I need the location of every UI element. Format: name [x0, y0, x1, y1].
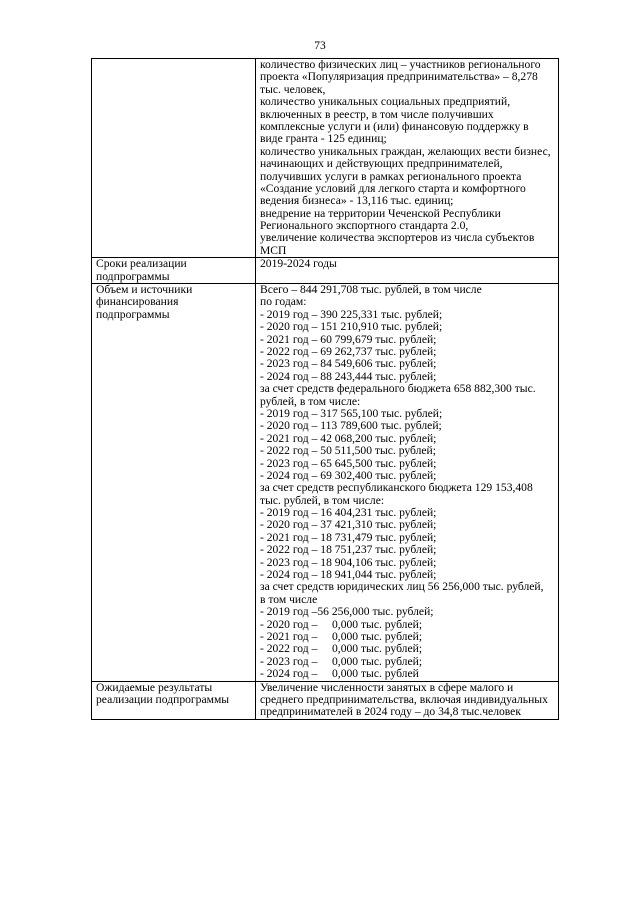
row-value-line: - 2022 год – 50 511,500 тыс. рублей; — [260, 444, 436, 458]
row-value-line: за счет средств республиканского бюджета 129 153,408 — [260, 481, 533, 495]
row-value-line: предпринимателей в 2024 году – до 34,8 тыс.человек — [260, 705, 521, 719]
funding-amount: 0,000 тыс. рублей; — [332, 642, 423, 656]
row-value-line: - 2019 год – 16 404,231 тыс. рублей; — [260, 506, 437, 520]
row-value-line: - 2024 год – 69 302,400 тыс. рублей; — [260, 468, 437, 482]
funding-amount: 0,000 тыс. рублей — [332, 667, 419, 681]
row-value-line: - 2023 год – 84 549,606 тыс. рублей; — [260, 357, 437, 371]
table-row — [92, 59, 559, 258]
row-value-line: - 2024 год – 88 243,444 тыс. рублей; — [260, 369, 437, 383]
row-value-line: - 2022 год – 18 751,237 тыс. рублей; — [260, 543, 437, 557]
row-value-line: по годам: — [260, 295, 307, 309]
row-value-line: количество уникальных граждан, желающих вести бизнес, — [260, 144, 551, 158]
row-label-line: подпрограммы — [96, 307, 170, 321]
row-value-line: - 2020 год – 151 210,910 тыс. рублей; — [260, 320, 443, 334]
row-value-line: - 2023 год – 18 904,106 тыс. рублей; — [260, 555, 437, 569]
row-value-line: количество уникальных социальных предприятий, — [260, 95, 511, 109]
row-value-line: - 2019 год – 317 565,100 тыс. рублей; — [260, 406, 443, 420]
row-label-line: финансирования — [96, 295, 179, 309]
row-value-line: за счет средств федерального бюджета 658 882,300 тыс. — [260, 382, 536, 396]
row-value-cell — [256, 258, 559, 284]
page-number: 73 — [314, 40, 326, 52]
row-value-cell — [256, 284, 559, 682]
row-label-line: подпрограммы — [96, 269, 170, 283]
row-value-line: «Создание условий для легкого старта и комфортного — [260, 181, 526, 195]
funding-amount: 0,000 тыс. рублей; — [332, 654, 423, 668]
funding-year-line — [260, 643, 556, 655]
row-value-line: внедрение на территории Чеченской Республики — [260, 206, 501, 220]
row-label-line: Ожидаемые результаты — [96, 680, 213, 694]
row-value-line: - 2024 год – 18 941,044 тыс. рублей; — [260, 568, 437, 582]
row-label-line: реализации подпрограммы — [96, 692, 230, 706]
row-value-line: - 2023 год – 65 645,500 тыс. рублей; — [260, 456, 437, 470]
row-value-line: Увеличение численности занятых в сфере малого и — [260, 680, 514, 694]
table-row — [92, 284, 559, 682]
row-value-line: начинающих и действующих предпринимателей, — [260, 157, 503, 171]
row-value-line: - 2021 год – 18 731,479 тыс. рублей; — [260, 530, 437, 544]
table-row — [92, 258, 559, 284]
row-label-line: Сроки реализации — [96, 257, 187, 271]
row-label-cell — [92, 258, 256, 284]
funding-amount: 0,000 тыс. рублей; — [332, 617, 423, 631]
funding-year-label: - 2024 год – — [260, 667, 318, 681]
subprogram-passport-table — [91, 58, 559, 720]
funding-year-label: - 2020 год – — [260, 617, 318, 631]
row-label-line: Объем и источники — [96, 283, 193, 297]
row-value-line: - 2021 год – 42 068,200 тыс. рублей; — [260, 431, 437, 445]
row-value-line: за счет средств юридических лиц 56 256,000 тыс. рублей, — [260, 580, 544, 594]
row-value-line: - 2020 год – 37 421,310 тыс. рублей; — [260, 518, 437, 532]
row-value-line: проекта «Популяризация предпринимательства» – 8,278 — [260, 70, 538, 84]
row-value-line: Всего – 844 291,708 тыс. рублей, в том числе — [260, 283, 482, 297]
row-value-line: - 2021 год – 60 799,679 тыс. рублей; — [260, 332, 437, 346]
table-row — [92, 681, 559, 719]
row-value-line: увеличение количества экспортеров из числа субъектов — [260, 231, 535, 245]
row-value-line: - 2022 год – 69 262,737 тыс. рублей; — [260, 344, 437, 358]
row-value-line: тыс. человек, — [260, 82, 326, 96]
row-label-cell — [92, 284, 256, 682]
row-value-line: количество физических лиц – участников регионального — [260, 58, 541, 71]
row-value-line: - 2019 год –56 256,000 тыс. рублей; — [260, 605, 434, 619]
funding-amount: 0,000 тыс. рублей; — [332, 629, 423, 643]
funding-year-label: - 2021 год – — [260, 629, 318, 643]
row-value-line: включенных в реестр, в том числе получивших — [260, 107, 494, 121]
row-value-line: тыс. рублей, в том числе: — [260, 493, 385, 507]
row-label-cell — [92, 59, 256, 258]
row-value-line: получивших услуги в рамках регионального проекта — [260, 169, 522, 183]
row-value-line: ведения бизнеса» - 13,116 тыс. единиц; — [260, 194, 454, 208]
row-value-cell — [256, 59, 559, 258]
row-value-line: среднего предпринимательства, включая индивидуальных — [260, 692, 548, 706]
row-value-line: в том числе — [260, 592, 318, 606]
row-value-line: комплексные услуги и (или) финансовую поддержку в — [260, 119, 529, 133]
funding-year-label: - 2023 год – — [260, 654, 318, 668]
row-value-line: рублей, в том числе: — [260, 394, 361, 408]
funding-year-line — [260, 668, 556, 680]
row-value-line: Регионального экспортного стандарта 2.0, — [260, 219, 469, 233]
row-value-line: - 2020 год – 113 789,600 тыс. рублей; — [260, 419, 442, 433]
row-label-cell — [92, 681, 256, 719]
row-value-cell — [256, 681, 559, 719]
row-value-line: МСП — [260, 243, 287, 257]
row-value-line: 2019-2024 годы — [260, 257, 337, 271]
row-value-line: - 2019 год – 390 225,331 тыс. рублей; — [260, 307, 443, 321]
funding-year-label: - 2022 год – — [260, 642, 318, 656]
row-value-line: виде гранта - 125 единиц; — [260, 132, 387, 146]
